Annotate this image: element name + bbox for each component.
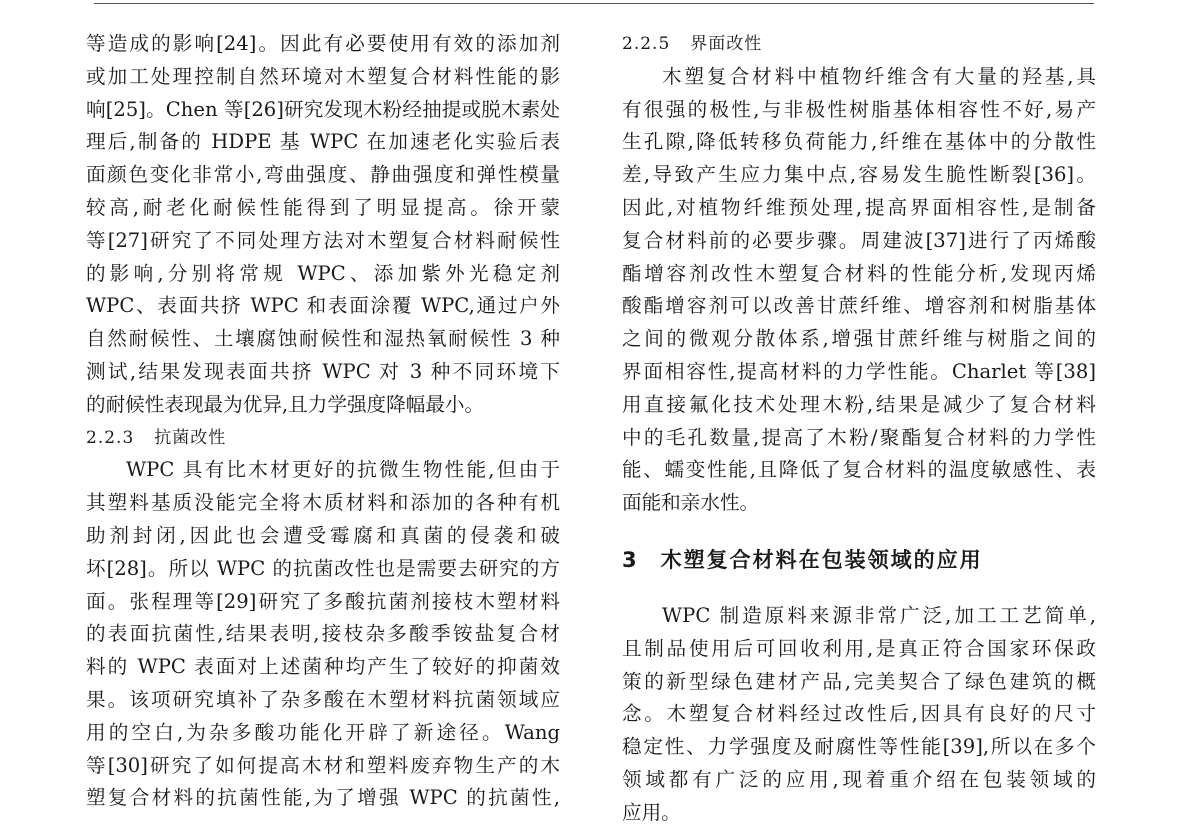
heading-title: 木塑复合材料在包装领域的应用 xyxy=(660,547,983,572)
text-line: 助剂封闭,因此也会遭受霉腐和真菌的侵袭和破 xyxy=(86,523,560,547)
text-line: 应用。 xyxy=(622,800,681,824)
text-line: 或加工处理控制自然环境对木塑复合材料性能的影 xyxy=(86,64,560,88)
heading-number: 2.2.3 xyxy=(86,427,135,448)
text-line: 木塑复合材料中植物纤维含有大量的羟基,具 xyxy=(662,64,1096,88)
text-line: WPC 制造原料来源非常广泛,加工工艺简单, xyxy=(662,603,1096,627)
heading-title: 抗菌改性 xyxy=(154,427,227,448)
top-rule xyxy=(94,3,1094,4)
text-line: 等[30]研究了如何提高木材和塑料废弃物生产的木 xyxy=(86,753,560,777)
text-line: 其塑料基质没能完全将木质材料和添加的各种有机 xyxy=(86,491,560,515)
text-line: 因此,对植物纤维预处理,提高界面相容性,是制备 xyxy=(622,195,1096,219)
text-line: 的表面抗菌性,结果表明,接枝杂多酸季铵盐复合材 xyxy=(86,622,560,646)
text-line: 之间的微观分散体系,增强甘蔗纤维与树脂之间的 xyxy=(622,327,1096,351)
text-line: 用直接氟化技术处理木粉,结果是减少了复合材料 xyxy=(622,392,1096,416)
text-line: 塑复合材料的抗菌性能,为了增强 WPC 的抗菌性, xyxy=(86,786,560,810)
text-line: 的耐候性表现最为优异,且力学强度降幅最小。 xyxy=(86,392,485,416)
heading-title: 界面改性 xyxy=(690,34,763,54)
text-line: 面颜色变化非常小,弯曲强度、静曲强度和弹性模量 xyxy=(86,163,560,187)
subsection-heading xyxy=(86,422,560,455)
text-line: 果。该项研究填补了杂多酸在木塑材料抗菌领域应 xyxy=(86,687,560,711)
text-line: 坏[28]。所以 WPC 的抗菌改性也是需要去研究的方 xyxy=(86,556,560,580)
text-line: 料的 WPC 表面对上述菌种均产生了较好的抑菌效 xyxy=(86,655,560,679)
left-column xyxy=(86,28,560,815)
text-line: 差,导致产生应力集中点,容易发生脆性断裂[36]。 xyxy=(622,163,1096,187)
right-column xyxy=(622,28,1096,830)
text-line: 界面相容性,提高材料的力学性能。Charlet 等[38] xyxy=(622,359,1096,383)
subsection-heading xyxy=(622,28,1096,61)
text-line: 策的新型绿色建材产品,完美契合了绿色建筑的概 xyxy=(622,669,1096,693)
text-line: 生孔隙,降低转移负荷能力,纤维在基体中的分散性 xyxy=(622,130,1096,154)
text-line: 酸酯增容剂可以改善甘蔗纤维、增容剂和树脂基体 xyxy=(622,294,1096,318)
text-line: 等[27]研究了不同处理方法对木塑复合材料耐候性 xyxy=(86,228,560,252)
spacer xyxy=(622,582,1096,600)
text-line: 念。木塑复合材料经过改性后,因具有良好的尺寸 xyxy=(622,702,1096,726)
spacer xyxy=(622,520,1096,538)
heading-number: 3 xyxy=(622,547,639,572)
text-line: 复合材料前的必要步骤。周建波[37]进行了丙烯酸 xyxy=(622,228,1096,252)
text-line: 中的毛孔数量,提高了木粉/聚酯复合材料的力学性 xyxy=(622,425,1096,449)
text-line: 且制品使用后可回收利用,是真正符合国家环保政 xyxy=(622,636,1096,660)
text-line: 较高,耐老化耐候性能得到了明显提高。徐开蒙 xyxy=(86,195,560,219)
text-line: 自然耐候性、土壤腐蚀耐候性和湿热氧耐候性 3 种 xyxy=(86,327,560,351)
text-line: WPC、表面共挤 WPC 和表面涂覆 WPC,通过户外 xyxy=(86,294,560,318)
text-line: 理后,制备的 HDPE 基 WPC 在加速老化实验后表 xyxy=(86,130,560,154)
text-line: 面。张程理等[29]研究了多酸抗菌剂接枝木塑材料 xyxy=(86,589,560,613)
text-line: 酯增容剂改性木塑复合材料的性能分析,发现丙烯 xyxy=(622,261,1096,285)
text-line: 响[25]。Chen 等[26]研究发现木粉经抽提或脱木素处 xyxy=(86,97,560,121)
text-line: WPC 具有比木材更好的抗微生物性能,但由于 xyxy=(126,458,560,482)
text-line: 用的空白,为杂多酸功能化开辟了新途径。Wang xyxy=(86,720,560,744)
section-heading xyxy=(622,538,1096,582)
text-line: 面能和亲水性。 xyxy=(622,491,760,515)
text-line: 能、蠕变性能,且降低了复合材料的温度敏感性、表 xyxy=(622,458,1096,482)
text-line: 领域都有广泛的应用,现着重介绍在包装领域的 xyxy=(622,767,1096,791)
text-line: 测试,结果发现表面共挤 WPC 对 3 种不同环境下 xyxy=(86,359,560,383)
text-line: 的影响,分别将常规 WPC、添加紫外光稳定剂 xyxy=(86,261,560,285)
heading-number: 2.2.5 xyxy=(622,34,671,54)
text-line: 稳定性、力学强度及耐腐性等性能[39],所以在多个 xyxy=(622,735,1096,759)
text-line: 有很强的极性,与非极性树脂基体相容性不好,易产 xyxy=(622,97,1096,121)
text-line: 等造成的影响[24]。因此有必要使用有效的添加剂 xyxy=(86,32,560,55)
